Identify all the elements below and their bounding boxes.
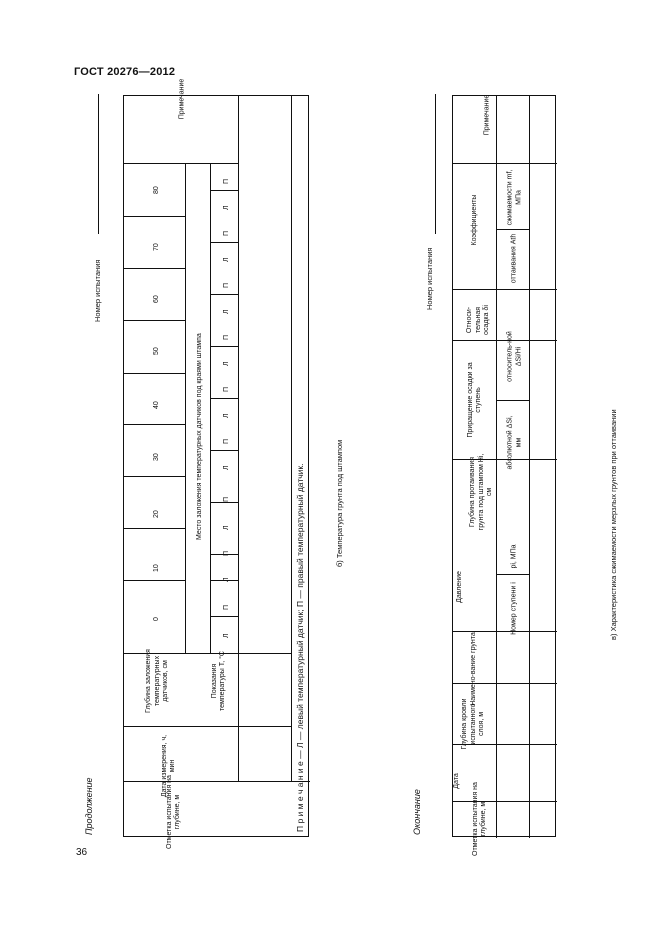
pressure-header: Давление <box>455 571 463 603</box>
side-p: П <box>223 550 230 556</box>
depth-header: Глубина заложения температурных датчиков, см <box>145 649 170 713</box>
side-l: Л <box>223 257 230 262</box>
depth-20: 20 <box>153 510 160 518</box>
settlement-increment-header: Приращение осадки за ступень <box>466 362 482 438</box>
side-l: Л <box>223 465 230 470</box>
side-l: Л <box>223 309 230 314</box>
side-p: П <box>223 386 230 392</box>
side-p: П <box>223 178 230 184</box>
divider-data-notes <box>291 96 292 781</box>
test-mark-header: Отметка испытания на глубине, м <box>165 775 181 849</box>
side-l: Л <box>223 633 230 638</box>
table-c-caption: в) Характеристика сжимаемости мерзлых грунтов при оттаивании <box>609 409 618 640</box>
side-l: Л <box>223 577 230 582</box>
table-b-note: П р и м е ч а н и е — Л — левый температурный датчик; П — правый температурный датчик. <box>295 463 305 832</box>
date-header-c: Дата <box>452 773 460 789</box>
page-number: 36 <box>76 847 88 858</box>
readings-header: Показания температуры T, °С <box>210 651 226 711</box>
side-l: Л <box>223 205 230 210</box>
depth-70: 70 <box>153 243 160 251</box>
side-l: Л <box>223 525 230 530</box>
depth-50: 50 <box>153 347 160 355</box>
relative-settlement-header: Относи-тельная осадка δi <box>466 305 491 335</box>
table-b <box>123 95 309 837</box>
penetration-depth-header: Глубина протаивания грунта под штампом Hi, см <box>469 453 494 531</box>
test-number-line <box>98 94 99 234</box>
side-p: П <box>223 604 230 610</box>
side-l: Л <box>223 361 230 366</box>
depth-40: 40 <box>153 401 160 409</box>
depth-30: 30 <box>153 453 160 461</box>
side-p: П <box>223 496 230 502</box>
side-p: П <box>223 282 230 288</box>
depth-80: 80 <box>153 186 160 194</box>
test-number-label: Номер испытания <box>93 259 102 322</box>
note-header: Примечание <box>178 78 186 120</box>
pressure-value-header: pi, МПа <box>510 544 518 569</box>
depth-10: 10 <box>153 564 160 572</box>
compressibility-header: сжимаемости mf, МПа <box>506 169 522 226</box>
test-mark-header-c: Отметка испытания на глубине, м <box>471 782 487 856</box>
soil-name-header: Наимено-вание грунта <box>469 632 477 706</box>
divider-depth-location <box>185 163 186 653</box>
note-header-c: Примечание <box>483 94 491 136</box>
side-p: П <box>223 334 230 340</box>
document-header: ГОСТ 20276—2012 <box>74 66 176 78</box>
side-p: П <box>223 230 230 236</box>
side-l: Л <box>223 413 230 418</box>
thawing-header: оттаивания Ath <box>510 233 518 284</box>
end-label: Окончание <box>412 789 422 835</box>
stage-number-header: Номер ступени i <box>510 582 518 635</box>
absolute-header: абсолютной ΔSi, мм <box>506 415 522 470</box>
relative-header: относитель-ной ΔSi/Hi <box>506 331 522 382</box>
table-b-caption: б) Температура грунта под штампом <box>335 439 344 567</box>
layer-depth-header: Глубина кровли испытанного слоя, м <box>461 698 486 750</box>
location-label: Место заложения температурных датчиков под краями штампа <box>196 333 203 540</box>
coefficients-header: Коэффициенты <box>470 194 478 246</box>
side-p: П <box>223 438 230 444</box>
depth-0: 0 <box>153 617 160 621</box>
test-number-line-c <box>435 94 436 234</box>
test-number-label-c: Номер испытания <box>425 247 434 310</box>
depth-60: 60 <box>153 295 160 303</box>
continuation-label: Продолжение <box>84 777 94 835</box>
date-header: Дата измерения, ч, мин <box>160 734 176 798</box>
